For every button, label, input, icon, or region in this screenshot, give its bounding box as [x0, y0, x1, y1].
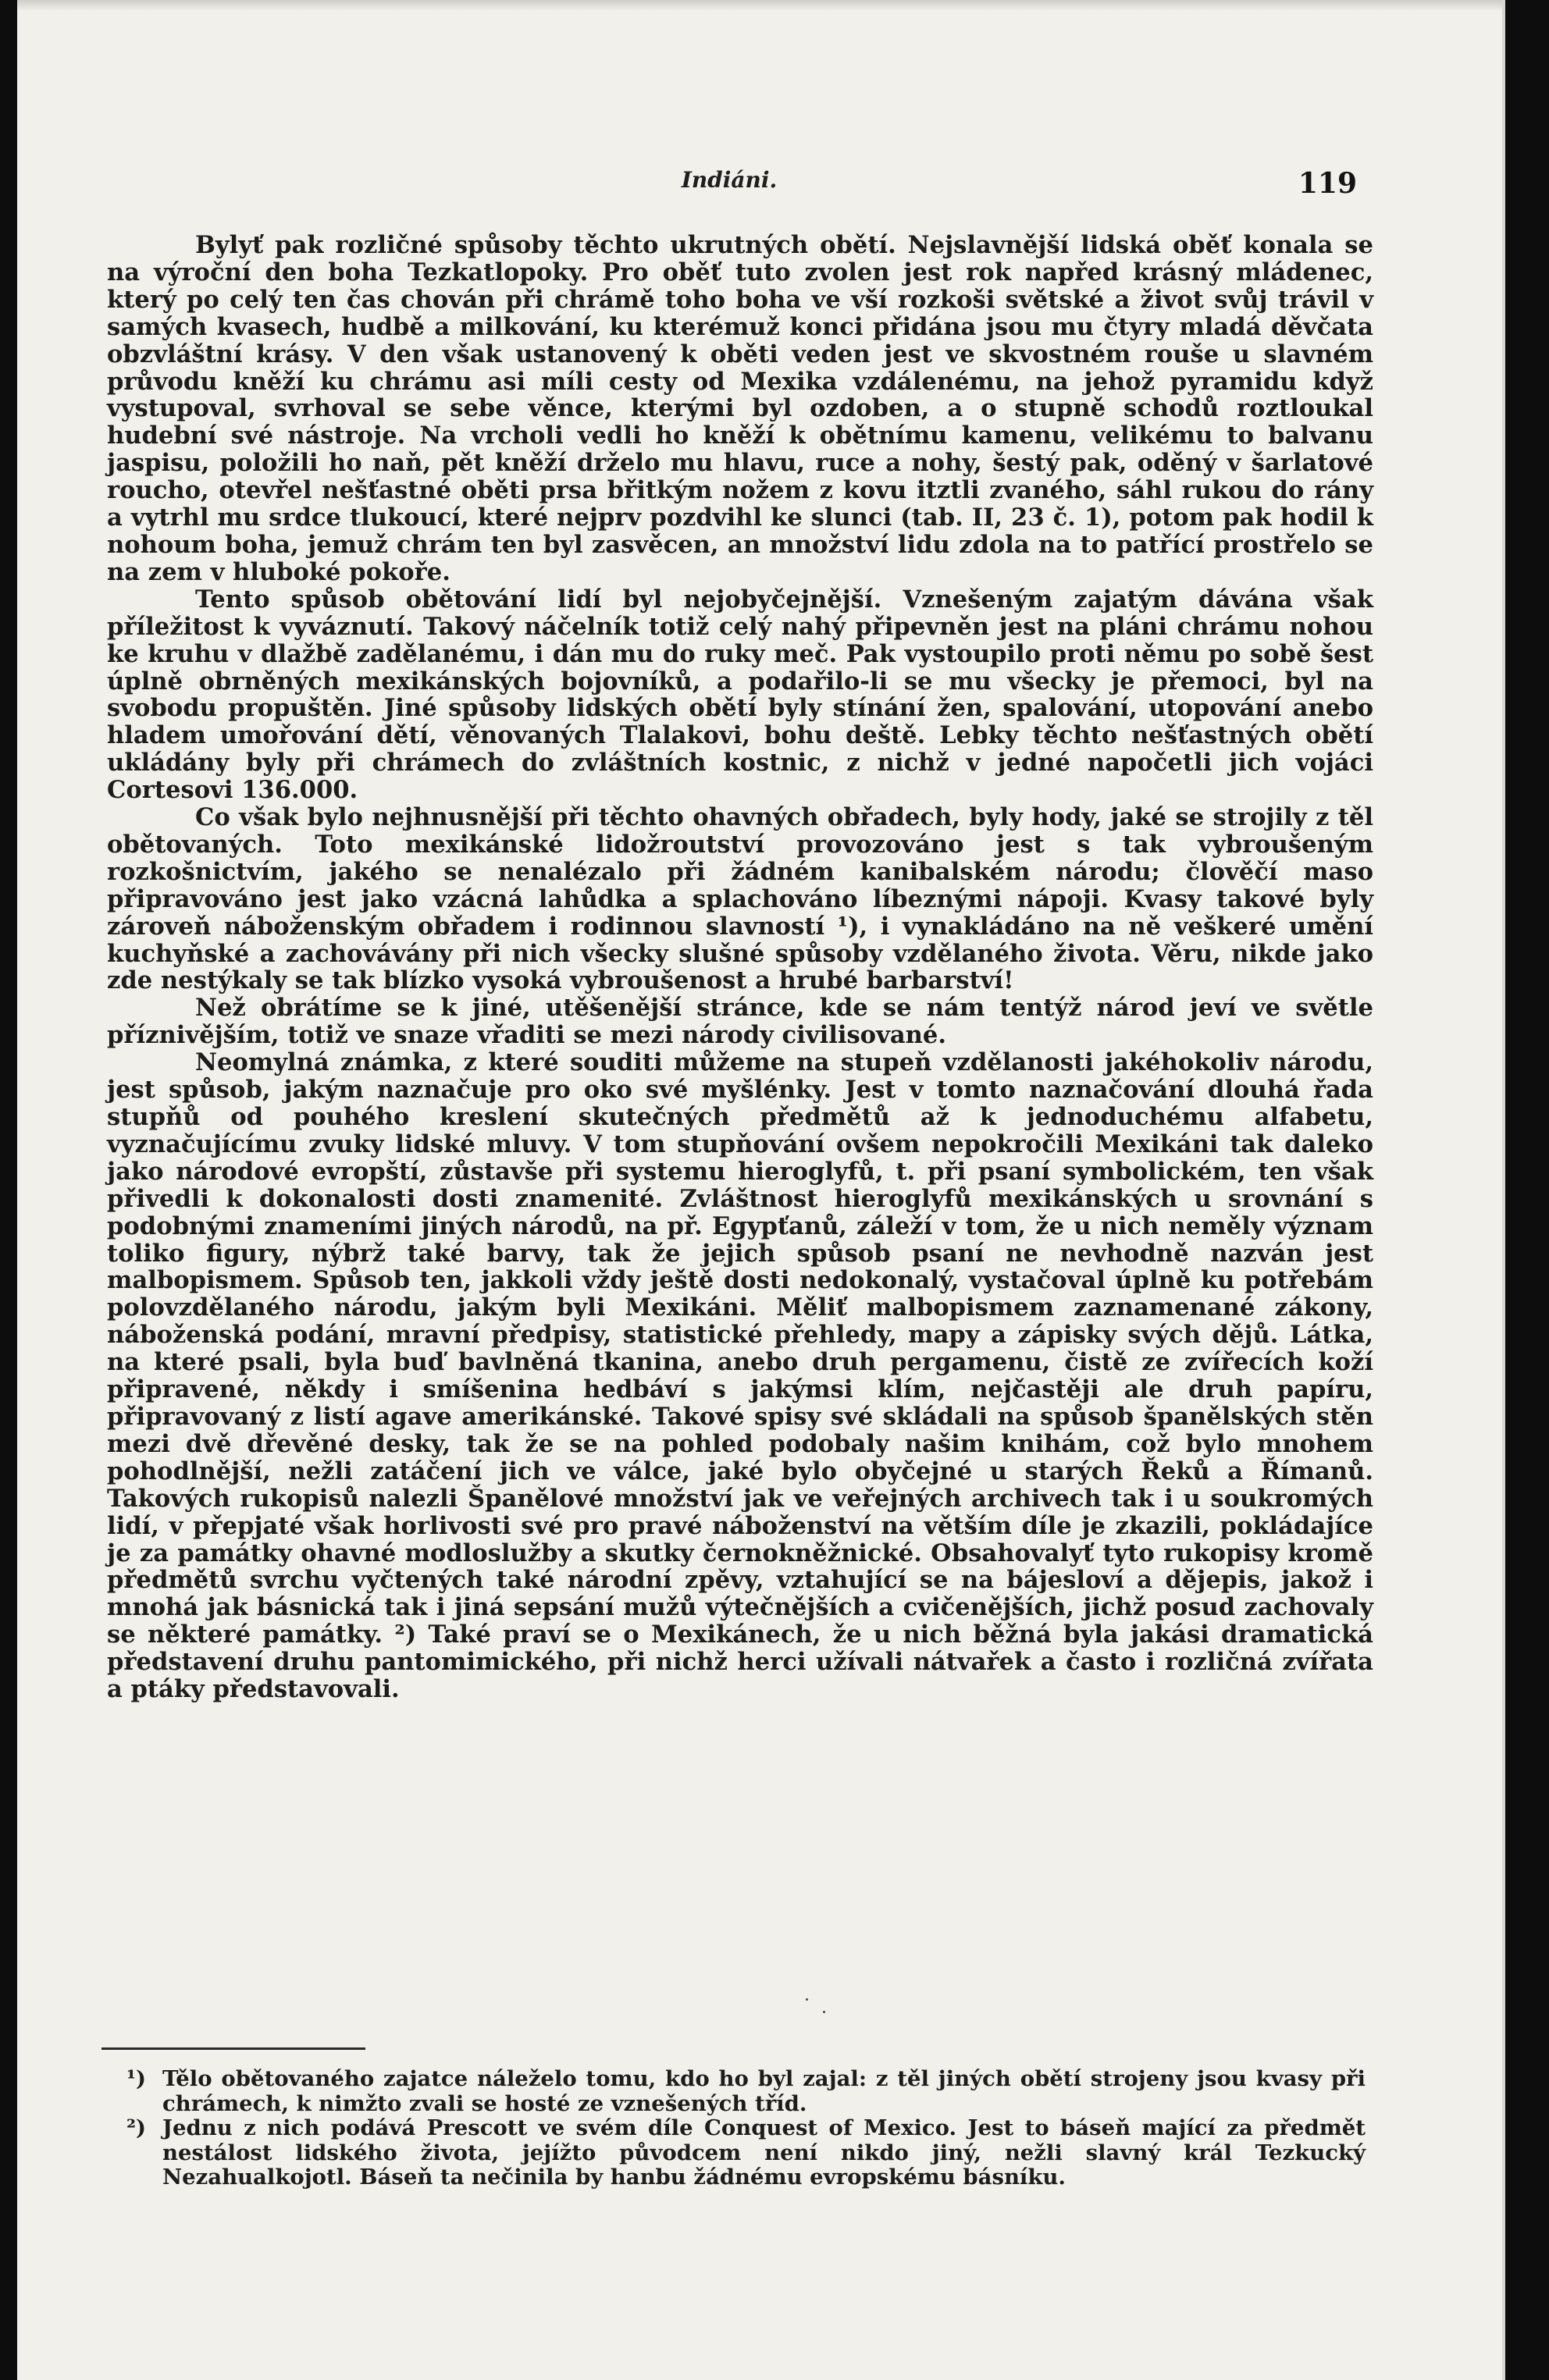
footnote-mark: ¹)	[126, 2066, 147, 2091]
running-title: Indiáni.	[681, 167, 778, 193]
footnote-divider	[101, 2047, 365, 2050]
footnote-text: Jednu z nich podává Prescott ve svém díle Conquest of Mexico. Jest to báseň mající za předmět nestálost lidského života, jejížto původcem není nikdo jiný, nežli slavný král Tezkucký Nezahualkojotl. Báseň ta nečinila by hanbu žádnému evropskému básníku.	[162, 2115, 1366, 2190]
footnote	[126, 2116, 1366, 2190]
paragraph: Tento spůsob obětování lidí byl nejobyčejnější. Vznešeným zajatým dávána však příležitost k vyváznutí. Takový náčelník totiž celý nahý připevněn jest na pláni chrámu nohou ke kruhu v dlažbě zadělanému, i dán mu do ruky meč. Pak vystoupilo proti němu po sobě šest úplně obrněných mexikánských bojovníků, a podařilo-li se mu všecky je přemoci, byl na svobodu propuštěn. Jiné spůsoby lidských obětí byly stínání žen, spalování, utopování anebo hladem umořování dětí, věnovaných Tlalakovi, bohu deště. Lebky těchto nešťastných obětí ukládány byly při chrámech do zvláštních kostnic, z nichž v jedné napočetli jich vojáci Cortesovi 136.000.	[107, 585, 1373, 805]
page-top-edge	[17, 0, 1502, 11]
footnotes	[126, 2067, 1366, 2190]
footnote-text: Tělo obětovaného zajatce náleželo tomu, kdo ho byl zajal: z těl jiných obětí strojeny jsou kvasy při chrámech, k nimžto zvali se hosté ze vznešených tříd.	[162, 2066, 1366, 2116]
paragraph: Než obrátíme se k jiné, utěšenější stránce, kde se nám tentýž národ jeví ve světle příznivějším, totiž ve snaze vřaditi se mezi národy civilisované.	[107, 994, 1373, 1050]
scan-speck	[806, 1998, 808, 2001]
paragraph: Neomylná známka, z které souditi můžeme na stupeň vzdělanosti jakéhokoliv národu, jest spůsob, jakým naznačuje pro oko své myšlénky. Jest v tomto naznačování dlouhá řada stupňů od pouhého kreslení skutečných předmětů až k jednoduchému alfabetu, vyznačujícímu zvuky lidské mluvy. V tom stupňování ovšem nepokročili Mexikáni tak daleko jako národové evropští, zůstavše při systemu hieroglyfů, t. při psaní symbolickém, ten však přivedli k dokonalosti dosti znamenité. Zvláštnost hieroglyfů mexikánských u srovnání s podobnými znameními jiných národů, na př. Egypťanů, záleží v tom, že u nich neměly význam toliko figury, nýbrž také barvy, tak že jejich spůsob psaní ne nevhodně nazván jest malbopismem. Spůsob ten, jakkoli vždy ještě dosti nedokonalý, vystačoval úplně ku potřebám polovzdělaného národu, jakým byli Mexikáni. Měliť malbopismem zaznamenané zákony, náboženská podání, mravní předpisy, statistické přehledy, mapy a zápisky svých dějů. Látka, na které psali, byla buď bavlněná tkanina, anebo druh pergamenu, čistě ze zvířecích koží připravené, někdy i smíšenina hedbáví s jakýmsi klím, nejčastěji ale druh papíru, připravovaný z listí agave amerikánské. Takové spisy své skládali na spůsob španělských stěn mezi dvě dřevěné desky, tak že se na pohled podobaly našim knihám, což bylo mnohem pohodlnější, nežli zatáčení jich ve válce, jaké bylo obyčejné u starých Řeků a Římanů. Takových rukopisů nalezli Španělové množství jak ve veřejných archivech tak i u soukromých lidí, v přepjaté však horlivosti své pro pravé náboženství na větším díle je zkazili, pokládajíce je za památky ohavné modloslužby a skutky černokněžnické. Obsahovalyť tyto rukopisy kromě předmětů svrchu vyčtených také národní zpěvy, vztahující se na bájesloví a dějepis, jakož i mnohá jak básnická tak i jiná sepsání mužů výtečnějších a cvičenějších, jichž posud zachovaly se některé památky. ²) Také praví se o Mexikánech, že u nich běžná byla jakási dramatická představení druhu pantomimického, při nichž herci užívali nátvařek a často i rozličná zvířata a ptáky představovali.	[107, 1048, 1373, 1704]
footnote-mark: ²)	[126, 2115, 147, 2140]
footnote	[126, 2067, 1366, 2116]
page-header	[101, 167, 1357, 206]
paragraph: Bylyť pak rozličné spůsoby těchto ukrutných obětí. Nejslavnější lidská oběť konala se na výroční den boha Tezkatlopoky. Pro oběť tuto zvolen jest rok napřed krásný mládenec, který po celý ten čas chován při chrámě toho boha ve vší rozkoši světské a život svůj trávil v samých kvasech, hudbě a milkování, ku kterémuž konci přidána jsou mu čtyry mladá děvčata obzvláštní krásy. V den však ustanovený k oběti veden jest ve skvostném rouše u slavném průvodu kněží ku chrámu asi míli cesty od Mexika vzdálenému, na jehož pyramidu když vystupoval, svrhoval se sebe věnce, kterými byl ozdoben, a o stupně schodů roztloukal hudební své nástroje. Na vrcholi vedli ho kněží k obětnímu kamenu, velikému to balvanu jaspisu, položili ho naň, pět kněží drželo mu hlavu, ruce a nohy, šestý pak, oděný v šarlatové roucho, otevřel nešťastné oběti prsa břitkým nožem z kovu itztli zvaného, sáhl rukou do rány a vytrhl mu srdce tlukoucí, které nejprv pozdvihl ke slunci (tab. II, 23 č. 1), potom pak hodil k nohoum boha, jemuž chrám ten byl zasvěcen, an množství lidu zdola na to patřící prostřelo se na zem v hluboké pokoře.	[107, 231, 1373, 586]
book-page	[17, 0, 1505, 2380]
body-text	[107, 232, 1373, 1703]
paragraph: Co však bylo nejhnusnější při těchto ohavných obřadech, byly hody, jaké se strojily z těl obětovaných. Toto mexikánské lidožroutství provozováno jest s tak vybroušeným rozkošnictvím, jakého se nenalézalo při žádném kanibalském národu; člověčí maso připravováno jest jako vzácná lahůdka a splachováno líbeznými nápoji. Kvasy takové byly zároveň náboženským obřadem i rodinnou slavností ¹), i vynakládáno na ně veškeré umění kuchyňské a zachovávány při nich všecky slušné spůsoby vzdělaného života. Věru, nikde jako zde nestýkaly se tak blízko vysoká vybroušenost a hrubé barbarství!	[107, 803, 1373, 995]
page-number: 119	[1298, 167, 1357, 200]
scan-speck	[823, 2011, 825, 2013]
